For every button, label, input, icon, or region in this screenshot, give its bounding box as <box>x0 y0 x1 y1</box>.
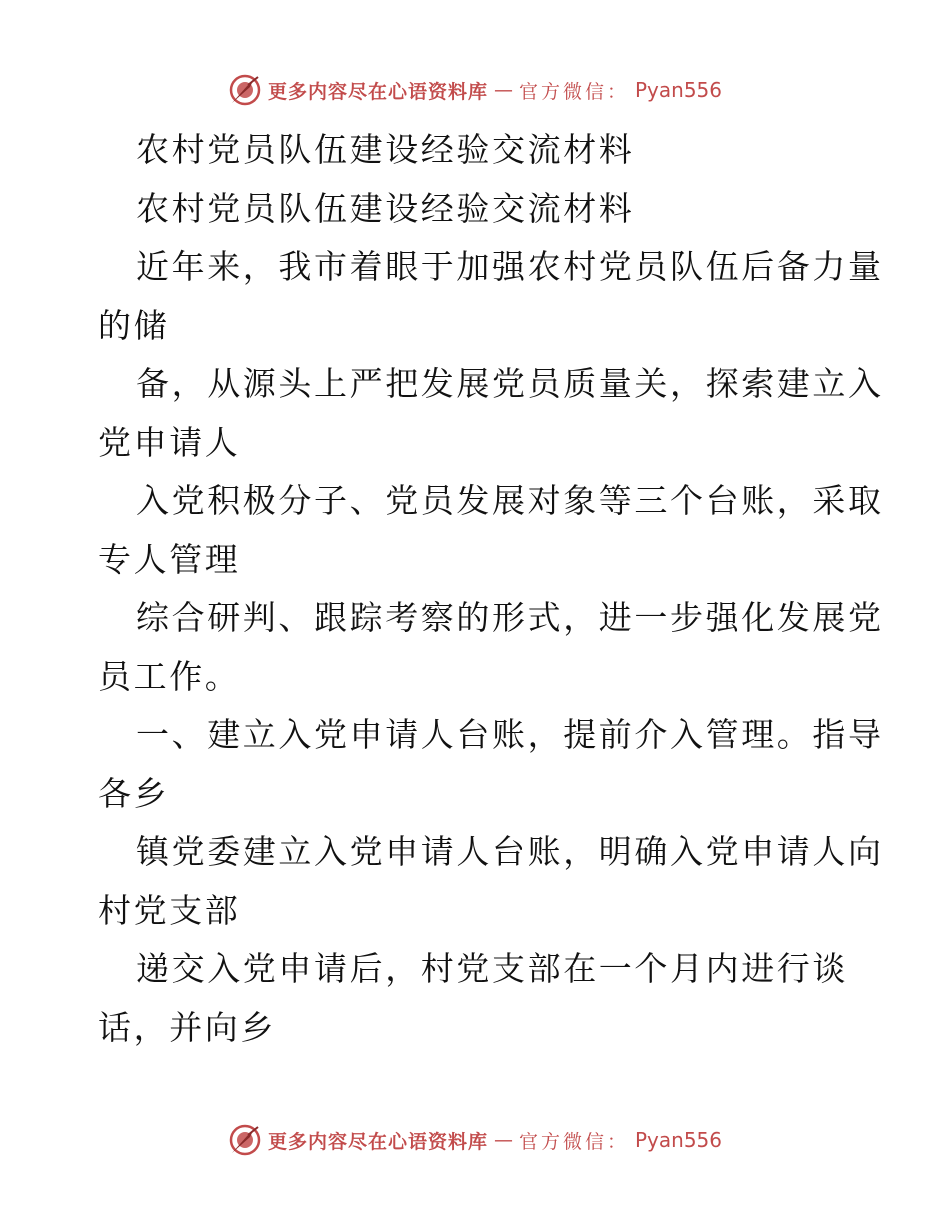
paragraph-line: 话，并向乡 <box>98 1007 276 1047</box>
watermark-wechat-id: Pyan556 <box>635 1128 723 1152</box>
document-subtitle: 农村党员队伍建设经验交流材料 <box>136 188 635 228</box>
footer-watermark <box>0 1120 950 1160</box>
paragraph-line: 员工作。 <box>98 656 241 696</box>
paragraph-line: 专人管理 <box>98 539 241 579</box>
header-watermark <box>0 70 950 110</box>
document-title: 农村党员队伍建设经验交流材料 <box>136 130 635 169</box>
watermark-official-label: 官方微信： <box>518 1130 629 1153</box>
paragraph-line: 镇党委建立入党申请人台账，明确入党申请人向 <box>136 832 884 871</box>
paragraph-line: 递交入党申请后，村党支部在一个月内进行谈 <box>136 949 848 988</box>
quill-logo-icon <box>228 73 262 107</box>
paragraph-line: 入党积极分子、党员发展对象等三个台账，采取 <box>136 481 884 520</box>
watermark-separator: — <box>493 79 513 101</box>
paragraph-line: 各乡 <box>98 773 170 813</box>
paragraph-line: 备，从源头上严把发展党员质量关，探索建立入 <box>136 364 884 403</box>
paragraph-line: 党申请人 <box>98 422 241 462</box>
paragraph-line: 村党支部 <box>98 890 241 930</box>
watermark-wechat-id: Pyan556 <box>635 78 723 102</box>
section-heading-line: 一、建立入党申请人台账，提前介入管理。指导 <box>136 715 884 754</box>
watermark-official-label: 官方微信： <box>518 80 629 103</box>
paragraph-line: 的储 <box>98 305 170 345</box>
watermark-separator: — <box>493 1129 513 1151</box>
paragraph-line: 近年来，我市着眼于加强农村党员队伍后备力量 <box>136 247 884 286</box>
watermark-site-text: 更多内容尽在心语资料库 <box>267 80 488 103</box>
document-body <box>98 121 884 1057</box>
paragraph-line: 综合研判、跟踪考察的形式，进一步强化发展党 <box>136 598 884 637</box>
quill-logo-icon <box>228 1123 262 1157</box>
watermark-site-text: 更多内容尽在心语资料库 <box>267 1130 488 1153</box>
